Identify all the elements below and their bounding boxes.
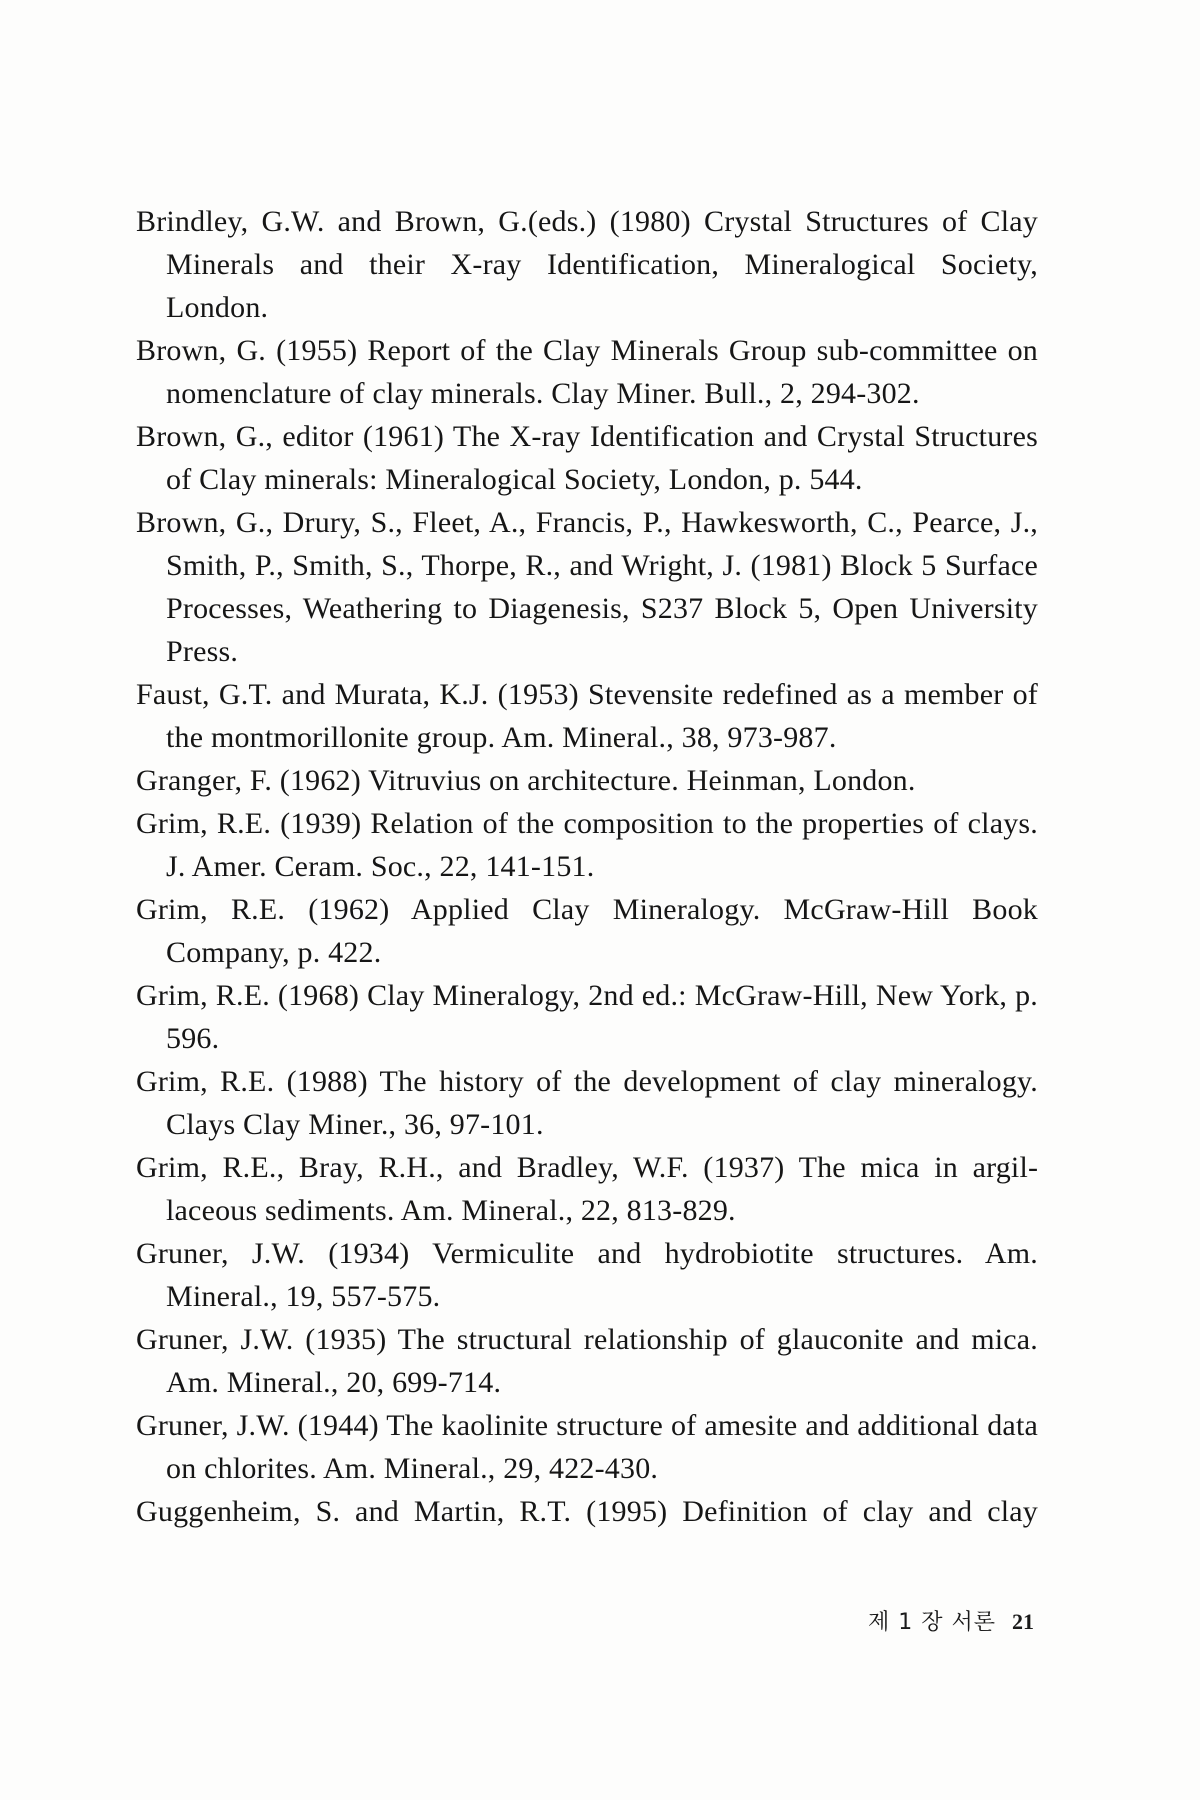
reference-entry: Grim, R.E. (1968) Clay Mineralogy, 2nd ed.: McGraw-Hill, New York, p. 596.: [136, 979, 1038, 1055]
reference-entry: Brown, G., editor (1961) The X-ray Identification and Crystal Structures of Clay minerals: Mineralogical Society, London, p. 544.: [136, 420, 1038, 496]
page-footer: [868, 1607, 1034, 1638]
reference-entry: Grim, R.E. (1939) Relation of the composition to the properties of clays. J. Amer. Ceram. Soc., 22, 141-151.: [136, 807, 1038, 883]
reference-entry: Granger, F. (1962) Vitruvius on architecture. Heinman, London.: [136, 764, 916, 797]
reference-entry: Gruner, J.W. (1934) Vermiculite and hydrobiotite structures. Am. Mineral., 19, 557-575.: [136, 1237, 1038, 1313]
reference-entry: Brindley, G.W. and Brown, G.(eds.) (1980) Crystal Structures of Clay Minerals and their X-ray Identification, Mineralogical Society, London.: [136, 205, 1038, 324]
chapter-title: 제 1 장 서론: [868, 1610, 996, 1635]
reference-entry: Brown, G., Drury, S., Fleet, A., Francis, P., Hawkesworth, C., Pearce, J., Smith, P., Smith, S., Thorpe, R., and Wright, J. (1981) Block 5 Surface Processes, Weathering to Diagenesis, S237 Block 5, Open University Press.: [136, 506, 1038, 668]
reference-entry: Grim, R.E. (1962) Applied Clay Mineralogy. McGraw-Hill Book Company, p. 422.: [136, 893, 1038, 969]
reference-entry: Brown, G. (1955) Report of the Clay Minerals Group sub-committee on nomenclature of clay minerals. Clay Miner. Bull., 2, 294-302.: [136, 334, 1038, 410]
reference-entry: Faust, G.T. and Murata, K.J. (1953) Stevensite redefined as a member of the montmorillonite group. Am. Mineral., 38, 973-987.: [136, 678, 1038, 754]
reference-list: [136, 200, 1038, 1533]
reference-entry: Gruner, J.W. (1944) The kaolinite structure of amesite and additional data on chlorites. Am. Mineral., 29, 422-430.: [136, 1409, 1038, 1485]
reference-entry: Gruner, J.W. (1935) The structural relationship of glauconite and mica. Am. Mineral., 20, 699-714.: [136, 1323, 1038, 1399]
reference-entry-continued: Guggenheim, S. and Martin, R.T. (1995) Definition of clay and clay: [136, 1495, 1038, 1528]
reference-entry: Grim, R.E. (1988) The history of the development of clay mineralogy. Clays Clay Miner., 36, 97-101.: [136, 1065, 1038, 1141]
page-number: 21: [1012, 1609, 1034, 1634]
reference-entry: Grim, R.E., Bray, R.H., and Bradley, W.F. (1937) The mica in argillaceous sediments. Am. Mineral., 22, 813-829.: [136, 1151, 1038, 1227]
